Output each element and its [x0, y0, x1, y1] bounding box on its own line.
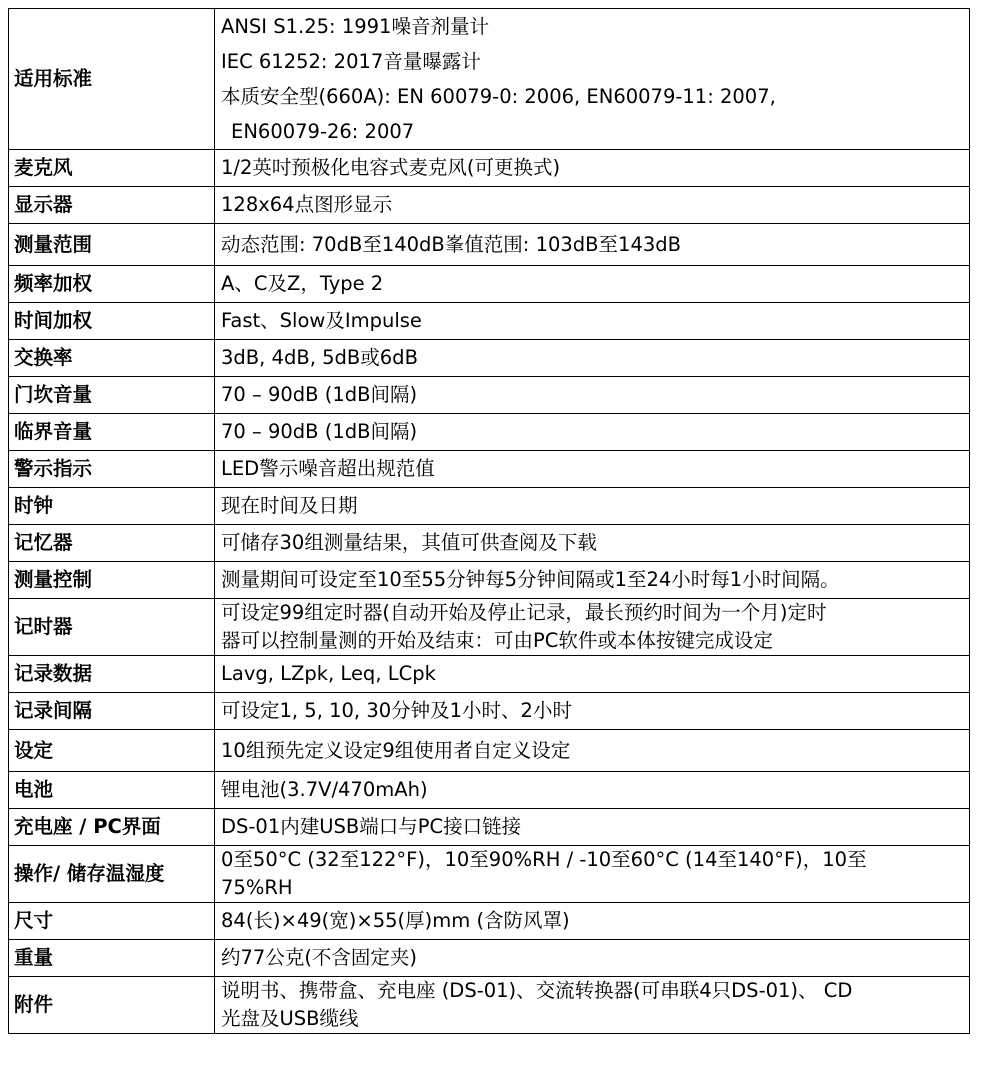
spec-value-line: 75%RH: [221, 876, 293, 899]
spec-label: 尺寸: [9, 903, 215, 940]
spec-label: 充电座 / PC界面: [9, 809, 215, 846]
spec-row: [9, 525, 970, 562]
spec-row: [9, 599, 970, 656]
spec-value: [215, 809, 970, 846]
spec-value-line: 70 – 90dB (1dB间隔): [221, 420, 418, 443]
spec-value-line: IEC 61252: 2017音量曝露计: [221, 50, 481, 73]
spec-value-line: 动态范围: 70dB至140dB峯值范围: 103dB至143dB: [221, 232, 682, 256]
spec-label: 电池: [9, 772, 215, 809]
spec-table-body: [9, 9, 970, 1034]
spec-value: [215, 414, 970, 451]
spec-value: [215, 977, 970, 1034]
spec-value: [215, 303, 970, 340]
spec-value-line: 0至50°C (32至122°F)，10至90%RH / -10至60°C (14至140°F)，10至: [221, 848, 867, 871]
spec-row: [9, 846, 970, 903]
spec-label: 测量控制: [9, 562, 215, 599]
spec-row: [9, 809, 970, 846]
spec-value-line: 3dB, 4dB, 5dB或6dB: [221, 346, 418, 369]
spec-value-line: 现在时间及日期: [221, 494, 358, 517]
spec-label: 测量范围: [9, 224, 215, 266]
spec-value-line: 约77公克(不含固定夹): [221, 946, 418, 969]
spec-value: [215, 846, 970, 903]
spec-row: [9, 656, 970, 693]
spec-value-line: 可储存30组测量结果，其值可供查阅及下载: [221, 531, 597, 554]
spec-value-line: EN60079-26: 2007: [231, 120, 415, 143]
spec-row: [9, 224, 970, 266]
spec-value-line: 光盘及USB缆线: [221, 1007, 359, 1030]
spec-value: [215, 488, 970, 525]
spec-value-line: 1/2英吋预极化电容式麦克风(可更换式): [221, 156, 561, 179]
spec-value: [215, 451, 970, 488]
spec-label: 麦克风: [9, 150, 215, 187]
spec-value: [215, 377, 970, 414]
spec-value: [215, 266, 970, 303]
spec-row: [9, 414, 970, 451]
spec-value-line: LED警示噪音超出规范值: [221, 457, 435, 480]
spec-row: [9, 303, 970, 340]
spec-label: 时间加权: [9, 303, 215, 340]
spec-row: [9, 150, 970, 187]
spec-label: 时钟: [9, 488, 215, 525]
spec-label: 记录数据: [9, 656, 215, 693]
spec-value-line: 说明书、携带盒、充电座 (DS-01)、交流转换器(可串联4只DS-01)、 CD: [221, 979, 853, 1002]
spec-value: [215, 150, 970, 187]
spec-value: [215, 9, 970, 150]
spec-row: [9, 940, 970, 977]
spec-value: [215, 772, 970, 809]
spec-row: [9, 9, 970, 150]
spec-value-line: Lavg, LZpk, Leq, LCpk: [221, 662, 436, 685]
spec-row: [9, 488, 970, 525]
spec-label: 显示器: [9, 187, 215, 224]
spec-row: [9, 903, 970, 940]
spec-value: [215, 187, 970, 224]
spec-row: [9, 187, 970, 224]
spec-value-line: 本质安全型(660A): EN 60079-0: 2006, EN60079-11: 2007,: [221, 85, 776, 108]
spec-label: 频率加权: [9, 266, 215, 303]
spec-label: 重量: [9, 940, 215, 977]
spec-value-line: 128x64点图形显示: [221, 193, 393, 216]
spec-value-line: 可设定1, 5, 10, 30分钟及1小时、2小时: [221, 699, 572, 722]
spec-row: [9, 977, 970, 1034]
spec-value-line: 器可以控制量测的开始及结束：可由PC软件或本体按键完成设定: [221, 629, 773, 652]
spec-row: [9, 772, 970, 809]
spec-label: 门坎音量: [9, 377, 215, 414]
spec-value: [215, 599, 970, 656]
spec-row: [9, 377, 970, 414]
spec-row: [9, 730, 970, 772]
spec-value-line: 84(长)×49(宽)×55(厚)mm (含防风罩): [221, 909, 570, 932]
spec-value: [215, 693, 970, 730]
spec-value-line: 可设定99组定时器(自动开始及停止记录，最长预约时间为一个月)定时: [221, 601, 827, 624]
spec-table: [8, 8, 970, 1034]
spec-value: [215, 562, 970, 599]
spec-label: 附件: [9, 977, 215, 1034]
spec-label: 设定: [9, 730, 215, 772]
spec-value-line: 测量期间可设定至10至55分钟每5分钟间隔或1至24小时每1小时间隔。: [221, 568, 840, 591]
spec-value: [215, 224, 970, 266]
spec-row: [9, 340, 970, 377]
spec-label: 临界音量: [9, 414, 215, 451]
spec-value: [215, 903, 970, 940]
spec-label: 操作/ 储存温湿度: [9, 846, 215, 903]
spec-label: 适用标准: [9, 9, 215, 150]
spec-label: 记时器: [9, 599, 215, 656]
spec-row: [9, 451, 970, 488]
spec-value-line: 10组预先定义设定9组使用者自定义设定: [221, 738, 571, 762]
spec-value-line: Fast、Slow及Impulse: [221, 309, 422, 332]
spec-value: [215, 340, 970, 377]
spec-value-line: A、C及Z，Type 2: [221, 272, 384, 295]
spec-value-line: ANSI S1.25: 1991噪音剂量计: [221, 15, 489, 38]
spec-value-line: 锂电池(3.7V/470mAh): [221, 778, 428, 801]
spec-row: [9, 693, 970, 730]
spec-value-line: DS-01内建USB端口与PC接口链接: [221, 815, 522, 838]
spec-value: [215, 940, 970, 977]
spec-label: 交换率: [9, 340, 215, 377]
spec-table-container: [8, 8, 970, 1034]
spec-value: [215, 656, 970, 693]
spec-value-line: 70 – 90dB (1dB间隔): [221, 383, 418, 406]
spec-row: [9, 562, 970, 599]
spec-label: 记忆器: [9, 525, 215, 562]
spec-label: 警示指示: [9, 451, 215, 488]
spec-value: [215, 525, 970, 562]
spec-row: [9, 266, 970, 303]
spec-value: [215, 730, 970, 772]
spec-label: 记录间隔: [9, 693, 215, 730]
